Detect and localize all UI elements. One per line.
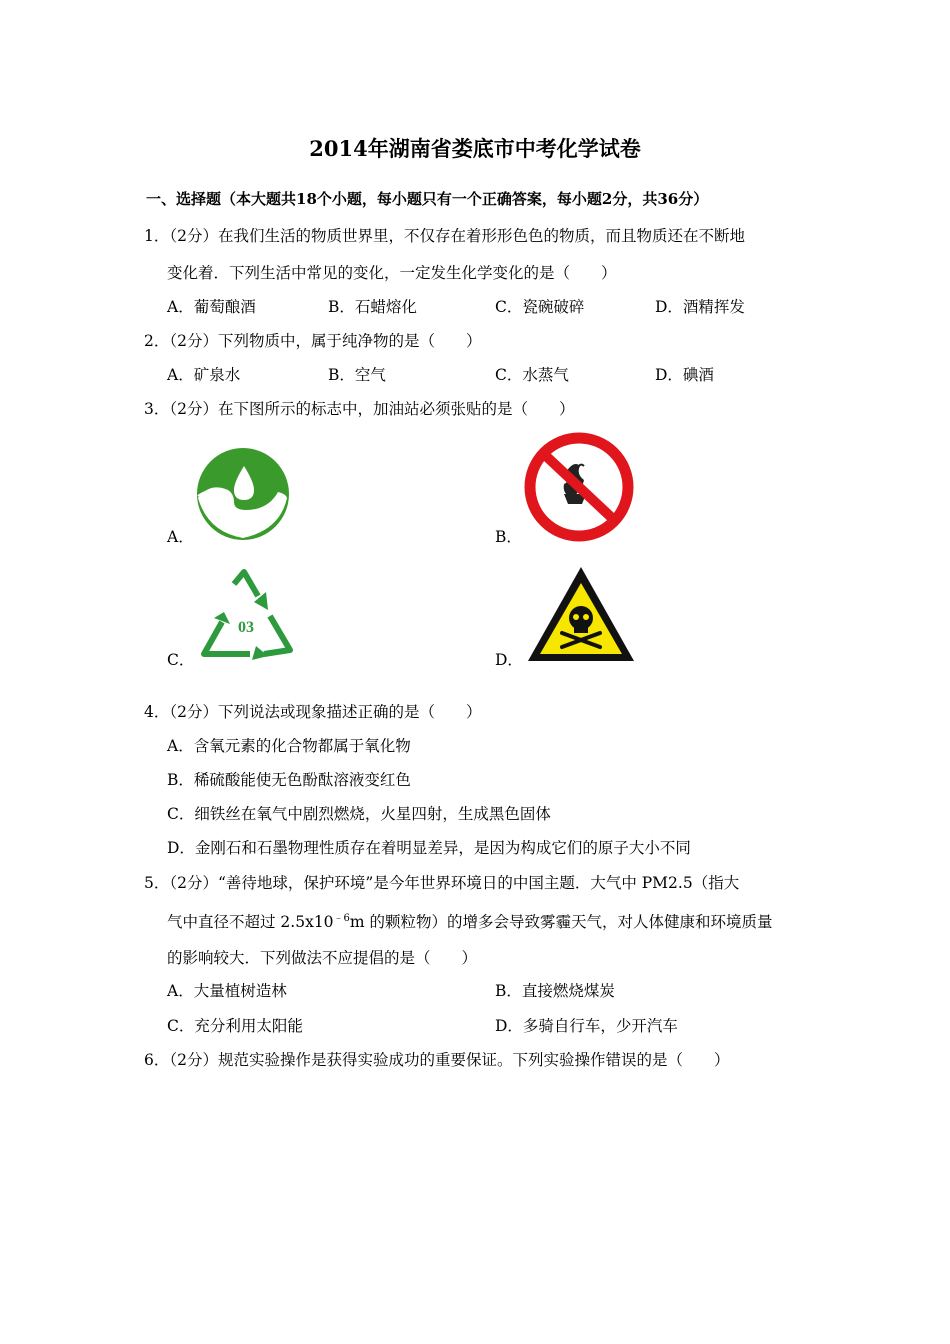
q3-option-c: C． [167, 651, 195, 669]
q3-option-d: D． [495, 651, 523, 669]
q1-option-a: A．葡萄酿酒 [167, 298, 256, 316]
question-5-text-cont [167, 909, 773, 932]
question-4-text: 4．（2分）下列说法或现象描述正确的是（ ） [144, 703, 482, 721]
question-1-text: 1．（2分）在我们生活的物质世界里，不仅存在着形形色色的物质，而且物质还在不断地 [144, 227, 745, 245]
question-3-text: 3．（2分）在下图所示的标志中，加油站必须张贴的是（ ） [144, 400, 575, 418]
q1-option-d: D．酒精挥发 [655, 298, 745, 316]
q2-option-c: C．水蒸气 [495, 366, 569, 384]
q4-option-c: C．细铁丝在氧气中剧烈燃烧，火星四射，生成黑色固体 [167, 805, 551, 823]
q5-option-d: D．多骑自行车，少开汽车 [495, 1017, 678, 1035]
q3-option-b: B． [495, 528, 522, 546]
q5-exponent: ﹣6 [333, 913, 350, 924]
q5-option-b: B．直接燃烧煤炭 [495, 982, 615, 1000]
q5-option-a: A．大量植树造林 [167, 982, 287, 1000]
q1-option-b: B．石蜡熔化 [328, 298, 417, 316]
q2-option-b: B．空气 [328, 366, 386, 384]
q2-option-d: D．碘酒 [655, 366, 714, 384]
q3-option-a: A． [167, 528, 194, 546]
question-1-text-cont: 变化着．下列生活中常见的变化，一定发生化学变化的是（ ） [167, 264, 617, 282]
recycle-sign-image [194, 566, 300, 664]
question-6-text: 6．（2分）规范实验操作是获得实验成功的重要保证。下列实验操作错误的是（ ） [144, 1051, 730, 1069]
question-5-text: 5．（2分）“善待地球，保护环境”是今年世界环境日的中国主题．大气中 PM2.5（指大 [144, 874, 740, 892]
question-2-text: 2．（2分）下列物质中，属于纯净物的是（ ） [144, 332, 482, 350]
q5-line2-start: 气中直径不超过 2.5x10 [167, 913, 334, 932]
q4-option-b: B．稀硫酸能使无色酚酞溶液变红色 [167, 771, 411, 789]
question-5-text-cont2: 的影响较大．下列做法不应提倡的是（ ） [167, 949, 478, 967]
q1-option-c: C．瓷碗破碎 [495, 298, 585, 316]
q4-option-a: A．含氧元素的化合物都属于氧化物 [167, 737, 411, 755]
page-title: 2014年湖南省娄底市中考化学试卷 [309, 136, 641, 161]
q5-option-c: C．充分利用太阳能 [167, 1017, 303, 1035]
q2-option-a: A．矿泉水 [167, 366, 241, 384]
no-fire-sign-image [524, 432, 634, 542]
recycle-number: 03 [238, 619, 254, 636]
toxic-hazard-sign-image [524, 563, 638, 665]
q4-option-d: D．金刚石和石墨物理性质存在着明显差异，是因为构成它们的原子大小不同 [167, 839, 691, 857]
section-heading: 一、选择题（本大题共18个小题，每小题只有一个正确答案，每小题2分，共36分） [146, 190, 709, 208]
water-saving-sign-image [194, 446, 292, 542]
q5-line2-end: m 的颗粒物）的增多会导致雾霾天气，对人体健康和环境质量 [349, 913, 773, 932]
